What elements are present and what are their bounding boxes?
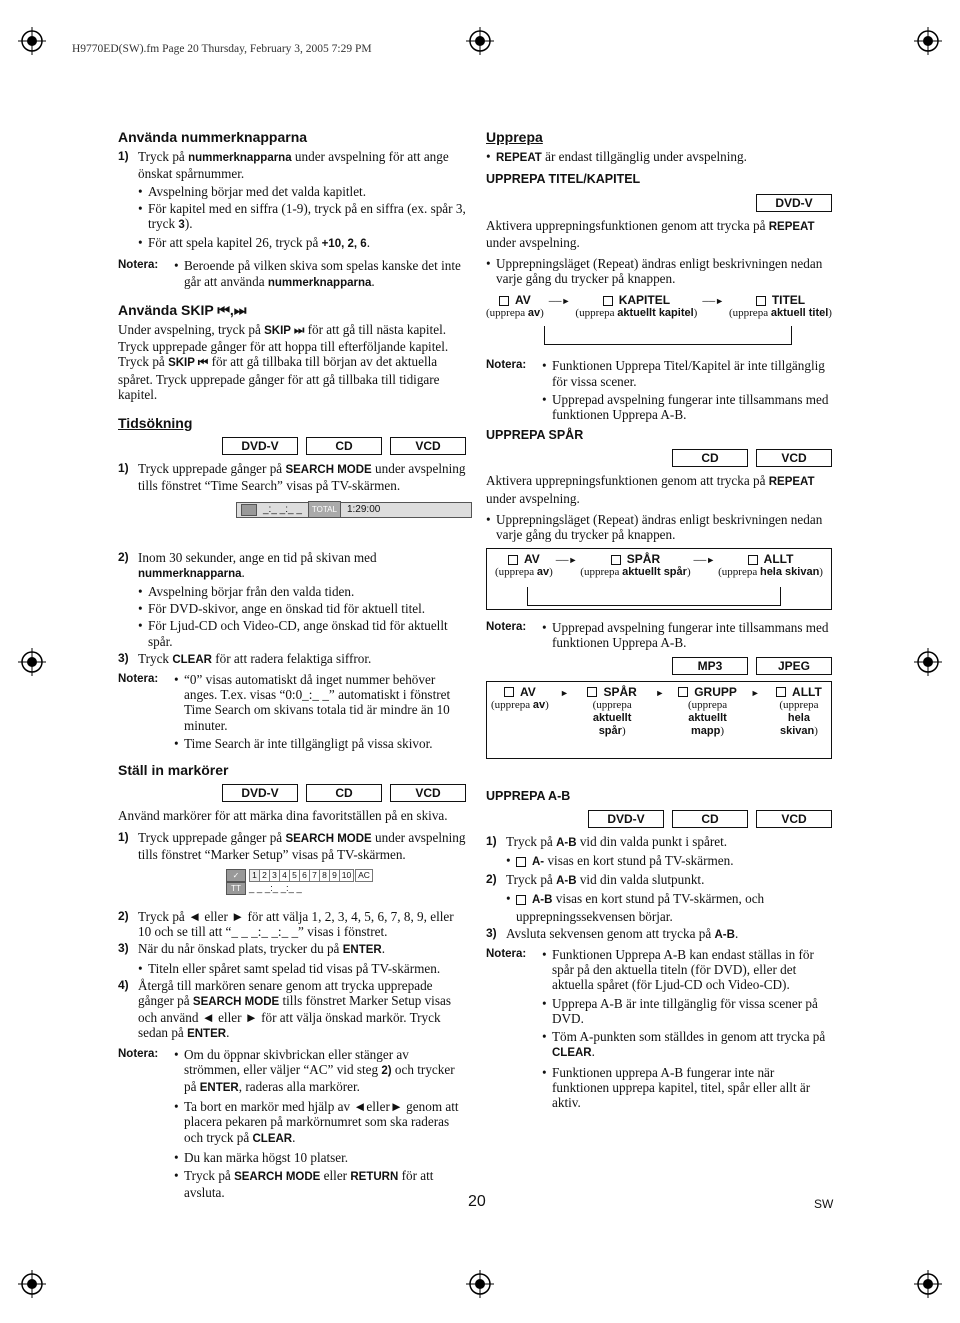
step: 1) Tryck på A-B vid din valda punkt i spåret.	[486, 833, 728, 849]
section-title-skip: Använda SKIP ⏮,⏭	[118, 301, 247, 318]
disc-badge: DVD-V	[588, 810, 664, 828]
note: Notera: • Funktionen Upprepa A-B kan endast ställas in för spår på den aktuella titeln (för DVD), eller det aktuella spåret (för Ljud-CD och Video-CD). • Upprepa A-B är inte tillgänglig för vissa scener på DVD. • Töm A-punkten som ställdes in genom att trycka på CLEAR. • Funktionen upprepa A-B fungerar inte när funktionen upprepa kapitel, titel, spår eller allt är aktiv.	[486, 947, 832, 1110]
disc-badge: DVD-V	[756, 194, 832, 212]
arrow-right-icon: ►	[750, 687, 760, 698]
step: 3) Tryck CLEAR för att radera felaktiga siffror.	[118, 650, 372, 666]
subsection-title-a-b: UPPREPA A-B	[486, 788, 571, 803]
disc-badges	[486, 194, 832, 212]
paragraph: Aktivera upprepningsfunktionen genom att trycka på REPEAT under avspelning.	[486, 217, 815, 250]
disc-badge: JPEG	[756, 657, 832, 675]
disc-badges	[486, 449, 832, 467]
disc-badge: DVD-V	[222, 437, 298, 455]
step: 2) Tryck på ◄ eller ► för att välja 1, 2, 3, 4, 5, 6, 7, 8, 9, eller 10 och se till att “_ _ _:_ _:_ _” visas i fönstret.	[118, 908, 454, 940]
note: Notera: • Beroende på vilken skiva som spelas kanske det inte går att använda nummerknapparna.	[118, 258, 466, 290]
bullet: • Avspelning börjar med det valda kapitlet.	[118, 184, 466, 199]
paragraph: Aktivera upprepningsfunktionen genom att trycka på REPEAT under avspelning.	[486, 473, 815, 506]
arrow-right-icon: ►	[655, 687, 665, 698]
step: 1) Tryck upprepade gånger på SEARCH MODE under avspelning tills fönstret “Marker Setup” visas på TV-skärmen.	[118, 829, 466, 862]
disc-badge: CD	[672, 449, 748, 467]
repeat-mode-off: AV (upprepa av)	[495, 552, 553, 579]
subsection-title-track: UPPREPA SPÅR	[486, 428, 584, 443]
disc-badges	[118, 437, 466, 455]
note: Notera: • Upprepad avspelning fungerar inte tillsammans med funktionen Upprepa A-B.	[486, 620, 832, 650]
marker-setup-osd	[226, 870, 444, 895]
registration-mark-icon	[914, 648, 942, 676]
subsection-title-title-chapter: UPPREPA TITEL/KAPITEL	[486, 172, 641, 187]
repeat-mode-all: ALLT (upprepa hela skivan)	[718, 552, 823, 579]
right-column	[486, 130, 832, 1114]
bullet: • Titeln eller spåret samt spelad tid visas på TV-skärmen.	[118, 961, 466, 976]
step: 4) Återgå till markören senare genom att trycka upprepade gånger på SEARCH MODE tills fönstret Marker Setup visas och använd ◄ eller ► för att välja önskad markör. Tryck sedan på ENTER.	[118, 977, 451, 1041]
bullet: • För Ljud-CD och Video-CD, ange önskad tid för aktuellt spår.	[118, 618, 466, 648]
note: Notera: • Funktionen Upprepa Titel/Kapitel är inte tillgänglig för vissa scener. • Upprepad avspelning fungerar inte tillsammans med funktionen Upprepa A-B.	[486, 358, 832, 422]
arrow-right-icon: ──►	[693, 555, 716, 566]
marker-slot: 5	[289, 869, 300, 882]
arrow-right-icon: ──►	[548, 296, 571, 307]
page-number: 20	[468, 1193, 486, 1210]
disc-badge: CD	[306, 437, 382, 455]
repeat-mode-group: GRUPP (upprepa aktuellt mapp)	[676, 686, 740, 738]
arrow-right-icon: ──►	[702, 296, 724, 307]
bullet: • Upprepningsläget (Repeat) ändras enligt beskrivningen nedan varje gång du trycker på knappen.	[486, 512, 832, 542]
language-code: SW	[814, 1197, 834, 1211]
repeat-cycle-diagram	[486, 292, 832, 346]
disc-badge: VCD	[390, 784, 466, 802]
section-title-markers: Ställ in markörer	[118, 762, 229, 779]
marker-slot: 10	[339, 869, 354, 882]
marker-slot: 6	[299, 869, 310, 882]
repeat-mode-off: AV (upprepa av)	[486, 293, 544, 320]
repeat-mode-all: ALLT (upprepa hela skivan)	[771, 686, 827, 738]
step: 3) När du når önskad plats, trycker du på ENTER.	[118, 941, 385, 957]
disc-badge: CD	[306, 784, 382, 802]
registration-mark-icon	[466, 1270, 494, 1298]
repeat-mode-title: TITEL (upprepa aktuell titel)	[728, 293, 832, 320]
loop-arrow	[527, 587, 781, 606]
repeat-mode-track: SPÅR (upprepa aktuellt spår)	[580, 552, 691, 579]
marker-slot: 2	[259, 869, 270, 882]
step: 3) Avsluta sekvensen genom att trycka på A-B.	[486, 925, 739, 941]
osd-total-time: 1:29:00	[346, 504, 381, 516]
note: Notera: • Om du öppnar skivbrickan eller stänger av strömmen, eller väljer “AC” vid steg 2) och trycker på ENTER, raderas alla markörer. • Ta bort en markör med hjälp av ◄eller► genom att placera pekaren på markörnumret som ska raderas och tryck på CLEAR. • Du kan märka högst 10 platser. • Tryck på SEARCH MODE eller RETURN för att avsluta.	[118, 1047, 466, 1201]
marker-slot: 4	[279, 869, 290, 882]
paragraph: Under avspelning, tryck på SKIP ⏭ för att gå till nästa kapitel. Tryck upprepade gånger för att hoppa till efterföljande kapitel. Tryck på SKIP ⏮ för att gå tillbaka till början av det aktuella spåret. Tryck upprepade gånger för att gå tillbaka till tidigare kapitel.	[118, 322, 449, 402]
disc-badge: MP3	[672, 657, 748, 675]
registration-mark-icon	[914, 27, 942, 55]
disc-badge: CD	[672, 810, 748, 828]
disc-badges	[486, 657, 832, 675]
marker-slot: 9	[329, 869, 340, 882]
repeat-mode-track: SPÅR (upprepa aktuellt spår)	[580, 686, 644, 738]
registration-mark-icon	[914, 1270, 942, 1298]
arrow-right-icon: ──►	[555, 555, 578, 566]
bullet: • A- visas en kort stund på TV-skärmen.	[486, 853, 832, 870]
bullet: • Avspelning börjar från den valda tiden.	[118, 584, 466, 599]
disc-badge: VCD	[756, 449, 832, 467]
bullet: • REPEAT är endast tillgänglig under avspelning.	[486, 149, 832, 166]
page-header: H9770ED(SW).fm Page 20 Thursday, February 3, 2005 7:29 PM	[72, 43, 372, 55]
title-icon: TT	[226, 882, 246, 895]
marker-slot: 8	[319, 869, 330, 882]
repeat-cycle-diagram	[486, 681, 832, 759]
marker-slot: 7	[309, 869, 320, 882]
bullet: • A-B visas en kort stund på TV-skärmen, och upprepningssekvensen börjar.	[486, 891, 832, 923]
left-column	[118, 130, 466, 1204]
step: 1) Tryck upprepade gånger på SEARCH MODE under avspelning tills fönstret “Time Search” visas på TV-skärmen.	[118, 461, 466, 494]
bullet: • Upprepningsläget (Repeat) ändras enligt beskrivningen nedan varje gång du trycker på knappen.	[486, 256, 832, 286]
marker-time: _ _ _:_ _:_ _	[249, 883, 302, 895]
note: Notera: • “0” visas automatiskt då inget nummer behöver anges. T.ex. visas “0:0_:_ _” automatiskt i fönstret Time Search om skivans totala tid är mindre än 10 minuter. • Time Search är inte tillgängligt på vissa skivor.	[118, 672, 466, 751]
check-icon: ✓	[226, 869, 246, 882]
step: 2) Tryck på A-B vid din valda slutpunkt.	[486, 872, 705, 888]
paragraph: Använd markörer för att märka dina favoritställen på en skiva.	[118, 808, 448, 824]
registration-mark-icon	[18, 648, 46, 676]
loop-arrow	[544, 326, 792, 345]
clock-icon	[241, 504, 257, 516]
bullet: • För DVD-skivor, ange en önskad tid för aktuell titel.	[118, 601, 466, 616]
repeat-cycle-diagram	[486, 548, 832, 610]
bullet: • För att spela kapitel 26, tryck på +10, 2, 6.	[118, 235, 466, 252]
disc-badge: VCD	[756, 810, 832, 828]
section-title-repeat: Upprepa	[486, 129, 543, 145]
registration-mark-icon	[18, 27, 46, 55]
registration-mark-icon	[18, 1270, 46, 1298]
marker-slot: 3	[269, 869, 280, 882]
step: 2) Inom 30 sekunder, ange en tid på skivan med nummerknapparna.	[118, 549, 377, 580]
disc-badge: VCD	[390, 437, 466, 455]
marker-slot: 1	[249, 869, 260, 882]
registration-mark-icon	[466, 27, 494, 55]
repeat-mode-chapter: KAPITEL (upprepa aktuellt kapitel)	[575, 293, 698, 320]
section-title-time-search: Tidsökning	[118, 415, 193, 432]
marker-clear-all: AC	[355, 869, 373, 882]
time-search-osd	[236, 502, 472, 518]
repeat-mode-off: AV (upprepa av)	[491, 684, 549, 711]
disc-badges	[118, 784, 466, 802]
bullet: • För kapitel med en siffra (1-9), tryck på en siffra (ex. spår 3, tryck 3).	[118, 201, 466, 233]
section-title-number-buttons: Använda nummerknapparna	[118, 129, 308, 145]
disc-badges	[486, 810, 832, 828]
disc-badge: DVD-V	[222, 784, 298, 802]
osd-input: _:_ _:_ _	[263, 504, 302, 516]
arrow-right-icon: ►	[560, 687, 569, 698]
osd-total-label: TOTAL	[308, 501, 341, 518]
step: 1) Tryck på nummerknapparna under avspelning för att ange önskat spårnummer.	[118, 149, 449, 182]
